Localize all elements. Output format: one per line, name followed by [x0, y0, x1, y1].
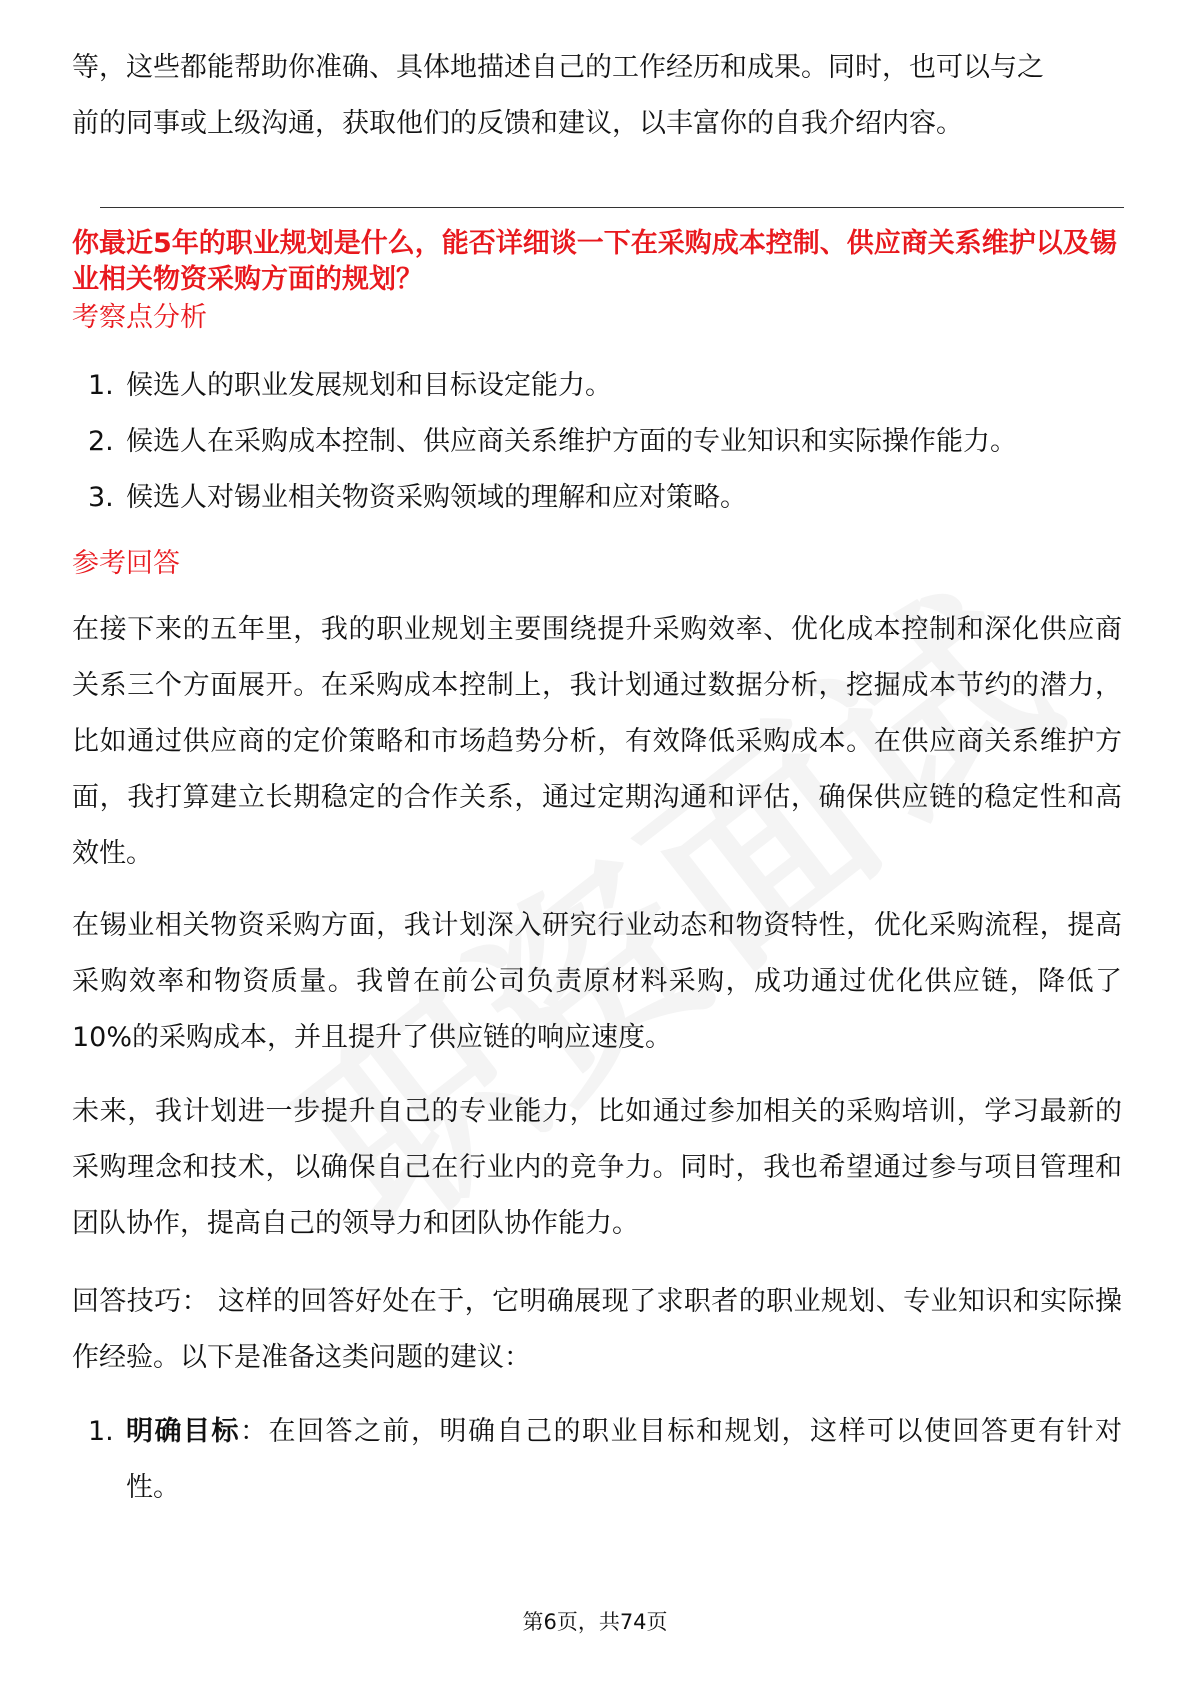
list-item-text: 候选人的职业发展规划和目标设定能力。	[126, 370, 612, 401]
list-item-text: 候选人在采购成本控制、供应商关系维护方面的专业知识和实际操作能力。	[126, 426, 1017, 457]
answer-tips-intro	[72, 1274, 1122, 1386]
reference-paragraph-text: 在锡业相关物资采购方面，我计划深入研究行业动态和物资特性，优化采购流程，提高采购效率和物资质量。我曾在前公司负责原材料采购，成功通过优化供应链，降低了10%的采购成本，并且提升了供应链的响应速度。	[72, 910, 1122, 1053]
list-item-number: 1.	[88, 370, 114, 401]
list-item-number: 2.	[88, 426, 114, 457]
reference-paragraph-text: 在接下来的五年里，我的职业规划主要围绕提升采购效率、优化成本控制和深化供应商关系三个方面展开。在采购成本控制上，我计划通过数据分析，挖掘成本节约的潜力，比如通过供应商的定价策略和市场趋势分析，有效降低采购成本。在供应商关系维护方面，我打算建立长期稳定的合作关系，通过定期沟通和评估，确保供应链的稳定性和高效性。	[72, 614, 1122, 869]
page-footer: 第6页，共74页	[522, 1610, 668, 1634]
list-item	[72, 470, 1122, 526]
intro-line-2: 前的同事或上级沟通，获取他们的反馈和建议，以丰富你的自我介绍内容。	[72, 108, 963, 139]
analysis-list	[72, 358, 1122, 526]
answer-tips-text: 回答技巧： 这样的回答好处在于，它明确展现了求职者的职业规划、专业知识和实际操作经验。以下是准备这类问题的建议：	[72, 1286, 1122, 1373]
reference-heading: 参考回答	[72, 548, 180, 579]
intro-line-1: 等，这些都能帮助你准确、具体地描述自己的工作经历和成果。同时，也可以与之	[72, 52, 1044, 83]
list-item	[72, 1404, 1122, 1516]
analysis-heading: 考察点分析	[72, 302, 207, 333]
tip-label: 明确目标	[126, 1416, 240, 1447]
reference-paragraph-1	[72, 602, 1122, 882]
reference-paragraph-3	[72, 1084, 1122, 1252]
intro-block	[72, 40, 1122, 152]
reference-paragraph-text: 未来，我计划进一步提升自己的专业能力，比如通过参加相关的采购培训，学习最新的采购理念和技术，以确保自己在行业内的竞争力。同时，我也希望通过参与项目管理和团队协作，提高自己的领导力和团队协作能力。	[72, 1096, 1122, 1239]
tip-text: ：在回答之前，明确自己的职业目标和规划，这样可以使回答更有针对性。	[126, 1416, 1122, 1503]
section-divider	[100, 207, 1124, 208]
list-item	[72, 414, 1122, 470]
list-item-number: 1.	[88, 1416, 114, 1447]
list-item-text: 候选人对锡业相关物资采购领域的理解和应对策略。	[126, 482, 747, 513]
question-title: 你最近5年的职业规划是什么，能否详细谈一下在采购成本控制、供应商关系维护以及锡业相关物资采购方面的规划？	[72, 228, 1117, 295]
reference-paragraph-2	[72, 898, 1122, 1066]
list-item	[72, 358, 1122, 414]
tips-list	[72, 1404, 1122, 1516]
list-item-number: 3.	[88, 482, 114, 513]
